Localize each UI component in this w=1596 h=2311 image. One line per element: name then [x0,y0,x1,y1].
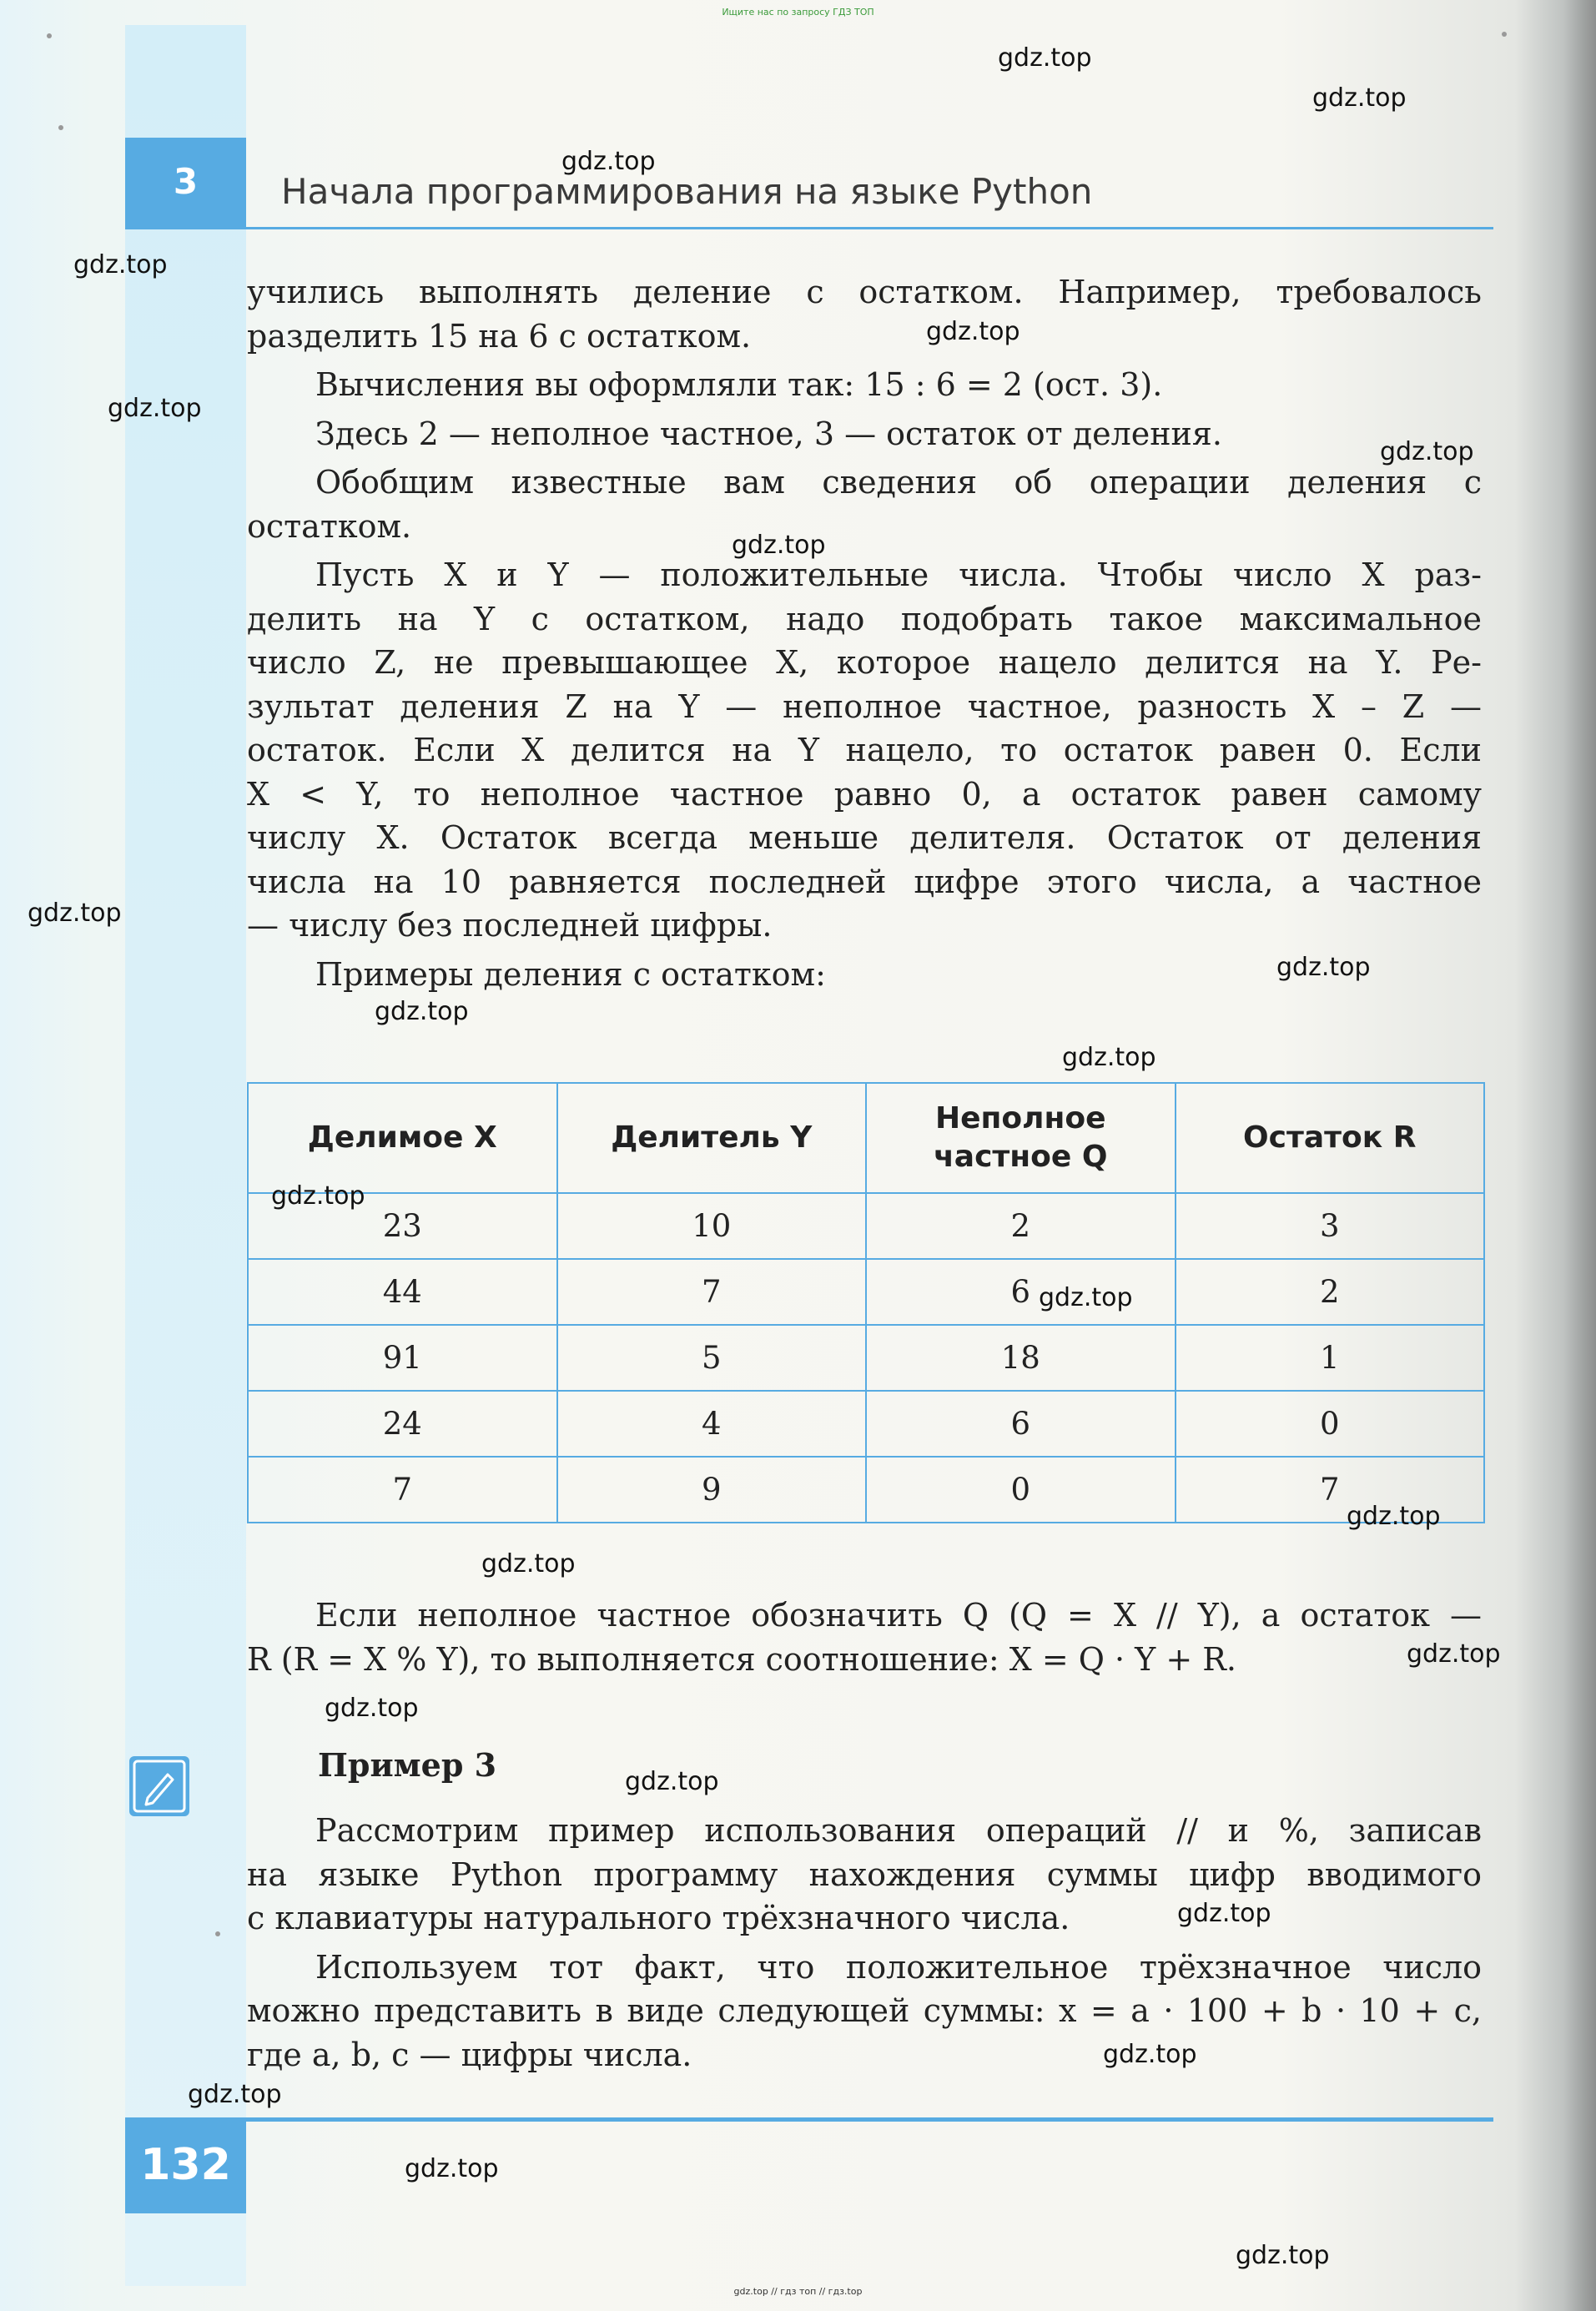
chapter-number: 3 [173,161,199,202]
footer-divider [125,2117,1493,2122]
watermark: gdz.top [73,250,168,279]
top-note: Ищите нас по запросу ГДЗ ТОП [722,7,874,18]
speck [47,33,52,38]
text-line: зультат деления Z на Y — неполное частное, разность X – Z — [247,687,1482,725]
watermark: gdz.top [1039,1283,1133,1312]
table-row [248,1325,1484,1391]
text-line: Используем тот факт, что положительное трёхзначное число [315,1948,1482,1986]
watermark: gdz.top [108,394,202,423]
table-cell: 5 [557,1325,867,1391]
watermark: gdz.top [732,531,826,560]
watermark: gdz.top [405,2154,499,2183]
page-number: 132 [140,2140,231,2190]
text-line: Рассмотрим пример использования операций // и %, записав [315,1812,1482,1849]
watermark: gdz.top [1312,83,1407,113]
watermark: gdz.top [625,1767,719,1796]
watermark: gdz.top [375,997,469,1026]
left-margin-band [125,25,246,2286]
table-cell: 2 [1176,1259,1485,1325]
table-cell: 2 [866,1193,1176,1259]
table-cell: 23 [248,1193,557,1259]
text-line: X < Y, то неполное частное равно 0, а остаток равен самому [247,775,1482,813]
table-cell: 7 [1176,1457,1485,1523]
text-line: где a, b, c — цифры числа. [247,2036,692,2073]
table-row [248,1457,1484,1523]
text-line: Обобщим известные вам сведения об операции деления с [315,464,1482,501]
relation-text [247,1594,1482,1681]
watermark: gdz.top [561,147,656,176]
watermark: gdz.top [998,43,1092,73]
text-line: Здесь 2 — неполное частное, 3 — остаток от деления. [315,415,1222,452]
column-header: Неполное частное Q [866,1083,1176,1193]
text-line: с клавиатуры натурального трёхзначного числа. [247,1900,1070,1936]
column-header: Делимое X [248,1083,557,1193]
watermark: gdz.top [1407,1639,1501,1669]
text-line: — числу без последней цифры. [247,907,773,944]
watermark: gdz.top [28,899,122,928]
table-cell: 7 [557,1259,867,1325]
table-cell: 10 [557,1193,867,1259]
watermark: gdz.top [325,1694,419,1723]
watermark: gdz.top [926,317,1020,346]
text-line: числа на 10 равняется последней цифре этого числа, а частное [247,863,1482,900]
table-row [248,1259,1484,1325]
table-cell: 44 [248,1259,557,1325]
text-line: на языке Python программу нахождения суммы цифр вводимого [247,1855,1482,1893]
watermark: gdz.top [481,1549,576,1578]
table-header-row [248,1083,1484,1193]
column-header: Остаток R [1176,1083,1485,1193]
table-cell: 6 [866,1391,1176,1457]
pencil-icon [129,1756,189,1816]
table-cell: 91 [248,1325,557,1391]
text-line: R (R = X % Y), то выполняется соотношение: X = Q · Y + R. [247,1640,1236,1678]
table-cell: 6 [866,1259,1176,1325]
speck [215,1931,220,1936]
speck [58,125,63,130]
table-cell: 0 [866,1457,1176,1523]
text-line: учились выполнять деление с остатком. Например, требовалось [247,274,1482,310]
column-header: Делитель Y [557,1083,867,1193]
text-line: делить на Y с остатком, надо подобрать такое максимальное [247,600,1482,637]
table-cell: 7 [248,1457,557,1523]
text-line: Примеры деления с остатком: [315,955,826,993]
chapter-title: Начала программирования на языке Python [281,171,1093,212]
watermark: gdz.top [1380,437,1474,466]
watermark: gdz.top [1236,2241,1330,2270]
watermark: gdz.top [1062,1043,1156,1072]
table-cell: 4 [557,1391,867,1457]
text-line: остаток. Если X делится на Y нацело, то остаток равен 0. Если [247,732,1482,768]
example-text [247,1809,1482,2077]
text-line: Пусть X и Y — положительные числа. Чтобы число X раз- [315,556,1482,593]
table-cell: 18 [866,1325,1176,1391]
text-line: разделить 15 на 6 с остатком. [247,317,752,355]
watermark: gdz.top [1103,2040,1197,2069]
header-divider [246,227,1493,229]
bottom-note: gdz.top // гдз топ // гдз.top [733,2286,863,2297]
chapter-badge [125,138,246,229]
intro-text [247,270,1482,996]
example-heading: Пример 3 [318,1746,497,1784]
division-table [247,1082,1485,1523]
table-cell: 9 [557,1457,867,1523]
text-line: число Z, не превышающее X, которое нацело делится на Y. Ре- [247,644,1482,681]
text-line: остатком. [247,507,412,545]
watermark: gdz.top [1347,1502,1441,1531]
watermark: gdz.top [271,1181,365,1211]
table-cell: 1 [1176,1325,1485,1391]
table-cell: 3 [1176,1193,1485,1259]
page-number-badge [125,2122,246,2213]
text-line: можно представить в виде следующей суммы: x = a · 100 + b · 10 + c, [247,1992,1482,2029]
text-line: Если неполное частное обозначить Q (Q = X // Y), а остаток — [315,1597,1482,1634]
table-cell: 24 [248,1391,557,1457]
text-line: Вычисления вы оформляли так: 15 : 6 = 2 (ост. 3). [315,366,1163,403]
table-cell: 0 [1176,1391,1485,1457]
watermark: gdz.top [188,2080,282,2109]
page-edge-shadow [1514,0,1596,2311]
speck [1502,32,1507,37]
text-line: числу X. Остаток всегда меньше делителя. Остаток от деления [247,819,1482,856]
table-row [248,1391,1484,1457]
watermark: gdz.top [1276,953,1371,982]
table-row [248,1193,1484,1259]
watermark: gdz.top [1177,1899,1271,1928]
